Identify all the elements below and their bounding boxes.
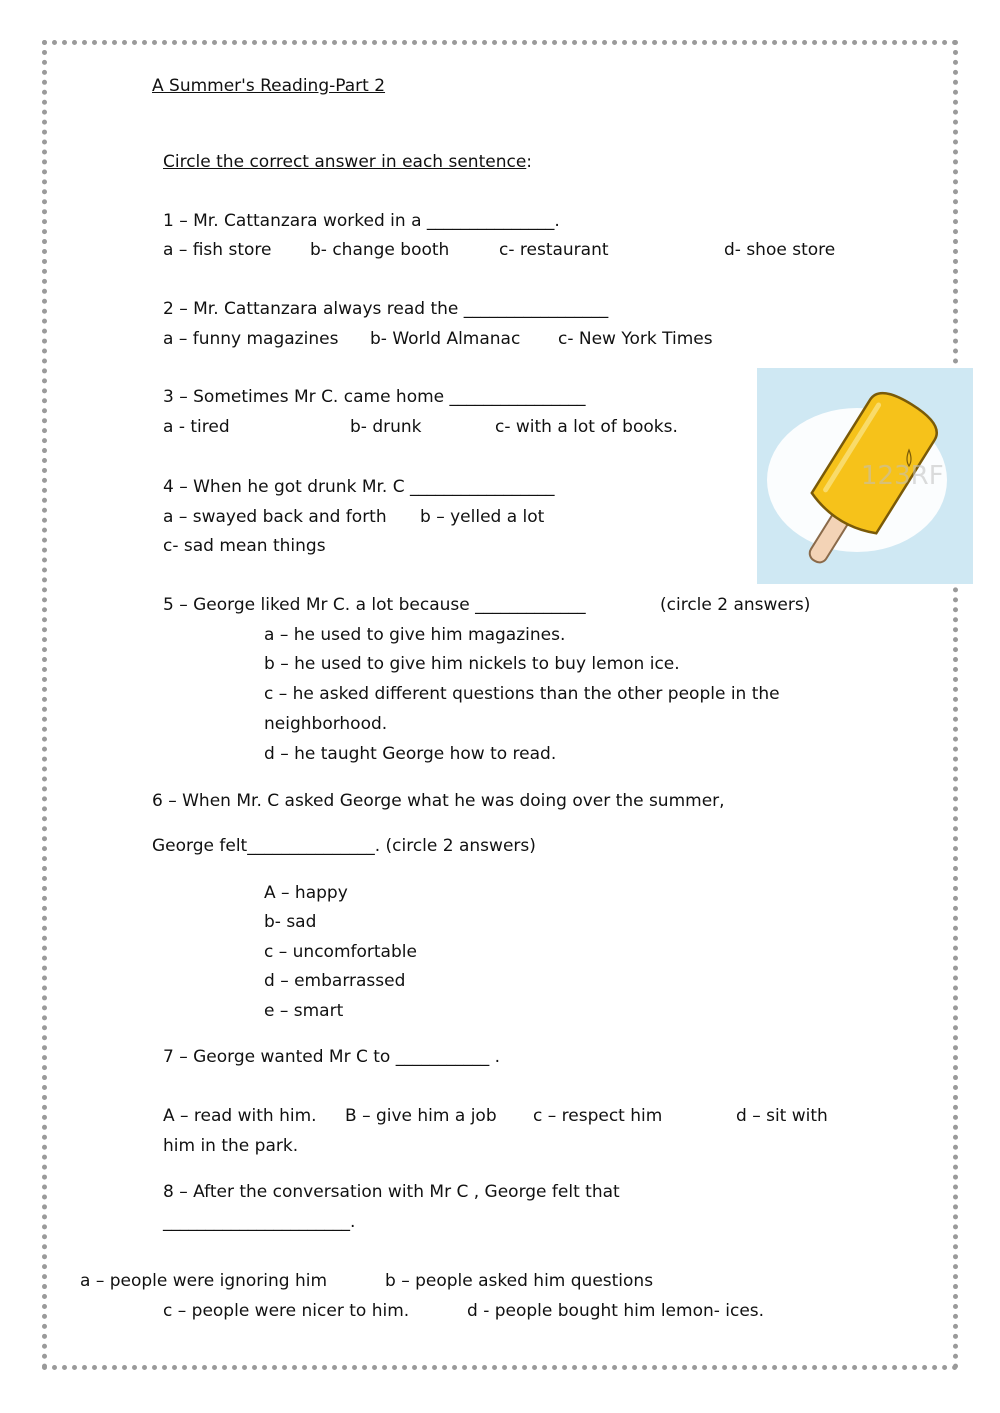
question-6-prompt: 6 – When Mr. C asked George what he was doing over the summer, bbox=[152, 791, 725, 811]
popsicle-illustration bbox=[757, 368, 973, 584]
question-2-prompt: 2 – Mr. Cattanzara always read the _________________ bbox=[163, 299, 609, 319]
question-5-option-c-cont: neighborhood. bbox=[264, 714, 388, 734]
question-4-prompt: 4 – When he got drunk Mr. C _________________ bbox=[163, 477, 555, 497]
question-5-option-d: d – he taught George how to read. bbox=[264, 744, 557, 764]
question-1-prompt: 1 – Mr. Cattanzara worked in a _______________. bbox=[163, 211, 560, 231]
question-1-option-b: b- change booth bbox=[310, 240, 450, 260]
question-5-prompt: 5 – George liked Mr C. a lot because _____________ bbox=[163, 595, 586, 615]
question-8-option-b: b – people asked him questions bbox=[385, 1271, 654, 1291]
question-5-note: (circle 2 answers) bbox=[660, 595, 811, 615]
question-6-option-a: A – happy bbox=[264, 883, 348, 903]
question-3-option-c: c- with a lot of books. bbox=[495, 417, 678, 437]
worksheet-title: A Summer's Reading-Part 2 bbox=[152, 76, 386, 96]
question-5-option-c: c – he asked different questions than the other people in the bbox=[264, 684, 780, 704]
question-3-option-b: b- drunk bbox=[350, 417, 422, 437]
question-8-option-a: a – people were ignoring him bbox=[80, 1271, 328, 1291]
question-8-prompt-line2: ______________________. bbox=[163, 1212, 356, 1232]
question-7-option-d-cont: him in the park. bbox=[163, 1136, 299, 1156]
question-1-option-d: d- shoe store bbox=[724, 240, 836, 260]
question-6-option-d: d – embarrassed bbox=[264, 971, 406, 991]
question-1-option-a: a – fish store bbox=[163, 240, 272, 260]
question-6-option-c: c – uncomfortable bbox=[264, 942, 417, 962]
question-4-option-c: c- sad mean things bbox=[163, 536, 326, 556]
instructions-colon: : bbox=[526, 152, 533, 172]
instructions bbox=[163, 152, 532, 172]
question-1-option-c: c- restaurant bbox=[499, 240, 609, 260]
question-8-option-c: c – people were nicer to him. bbox=[163, 1301, 410, 1321]
question-7-prompt: 7 – George wanted Mr C to ___________ . bbox=[163, 1047, 501, 1067]
question-5-option-a: a – he used to give him magazines. bbox=[264, 625, 566, 645]
question-7-option-c: c – respect him bbox=[533, 1106, 663, 1126]
question-3-prompt: 3 – Sometimes Mr C. came home ________________ bbox=[163, 387, 586, 407]
question-8-option-d: d - people bought him lemon- ices. bbox=[467, 1301, 765, 1321]
question-2-option-a: a – funny magazines bbox=[163, 329, 339, 349]
question-6-option-b: b- sad bbox=[264, 912, 317, 932]
question-5-option-b: b – he used to give him nickels to buy lemon ice. bbox=[264, 654, 680, 674]
lemon-ice-popsicle-image bbox=[757, 368, 973, 584]
watermark-text: 123RF bbox=[861, 461, 944, 491]
question-7-option-a: A – read with him. bbox=[163, 1106, 317, 1126]
instructions-text: Circle the correct answer in each sentence bbox=[163, 152, 527, 172]
question-6-option-e: e – smart bbox=[264, 1001, 344, 1021]
question-7-option-d: d – sit with bbox=[736, 1106, 828, 1126]
question-2-option-c: c- New York Times bbox=[558, 329, 713, 349]
question-6-prompt-line2: George felt_______________. (circle 2 answers) bbox=[152, 836, 536, 856]
question-4-option-b: b – yelled a lot bbox=[420, 507, 545, 527]
question-3-option-a: a - tired bbox=[163, 417, 230, 437]
question-7-option-b: B – give him a job bbox=[345, 1106, 497, 1126]
question-4-option-a: a – swayed back and forth bbox=[163, 507, 387, 527]
question-8-prompt: 8 – After the conversation with Mr C , George felt that bbox=[163, 1182, 620, 1202]
question-2-option-b: b- World Almanac bbox=[370, 329, 521, 349]
